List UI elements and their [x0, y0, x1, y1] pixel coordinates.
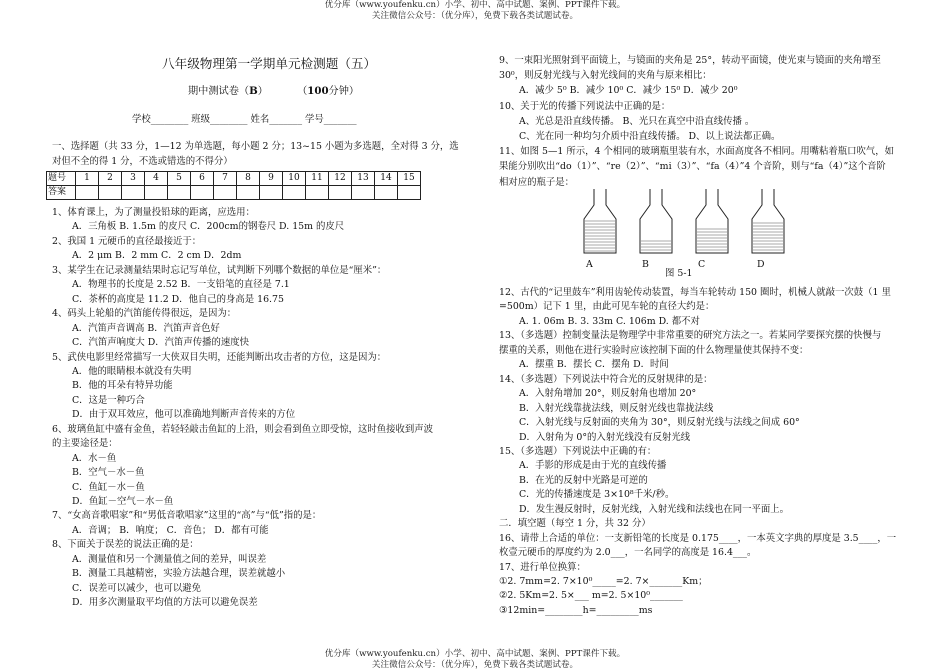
- table-cell: 8: [237, 172, 260, 186]
- bottle-label-c: C: [698, 259, 706, 270]
- table-cell: 10: [283, 172, 306, 186]
- section-1-intro-cont: 对但不全的得 1 分，不选或错选的不得分）: [52, 156, 233, 167]
- answer-cell[interactable]: [306, 186, 329, 200]
- footer-line-2: 关注微信公众号：（优分库），免费下载各类试题试卷。: [371, 660, 579, 670]
- answer-cell[interactable]: [99, 186, 122, 200]
- option-line: A．物理书的长度是 2.52 B．一支铅笔的直径是 7.1: [72, 279, 290, 291]
- question-line: 二．填空题（每空 1 分，共 32 分）: [499, 518, 651, 530]
- option-line: C．鱼缸－水－鱼: [72, 481, 145, 493]
- question-line: 9、一束阳光照射到平面镜上，与镜面的夹角是 25°，转动平面镜，使光束与镜面的夹角增至: [499, 55, 881, 66]
- bottle-label-a: A: [586, 259, 593, 270]
- answer-cell[interactable]: [375, 186, 398, 200]
- bottle-label-d: D: [757, 259, 765, 270]
- question-line: 10、关于光的传播下列说法中正确的是：: [499, 100, 671, 112]
- option-line: A．三角板 B. 1.5m 的皮尺 C．200cm的钢卷尺 D. 15m 的皮尺: [72, 221, 345, 233]
- option-line: C．误差可以减少，也可以避免: [72, 582, 202, 594]
- answer-cell[interactable]: [191, 186, 214, 200]
- question-line: 14、（多选题）下列说法中符合光的反射规律的是：: [499, 373, 713, 385]
- option-line: A．2 μm B．2 mm C．2 cm D．2dm: [72, 250, 242, 262]
- bottle-b: [640, 189, 672, 253]
- table-cell: 5: [168, 172, 191, 186]
- exam-subtitle: 期中测试卷（B） （100分钟）: [188, 85, 360, 97]
- bottle-c: [696, 189, 728, 253]
- student-info-line: 学校________ 班级________ 姓名_______ 学号_______: [132, 114, 357, 125]
- table-cell: 12: [329, 172, 352, 186]
- question-line: ①2. 7mm=2. 7×10⁰_____=2. 7×_______Km；: [499, 576, 708, 587]
- question-line: 11、如图 5—1 所示，4 个相同的玻璃瓶里装有水，水面高度各不相同。用嘴粘着瓶口吹气，如: [499, 146, 895, 158]
- option-line: B．在光的反射中光路是可逆的: [519, 474, 648, 486]
- option-line: A、光总是沿直线传播。 B、光只在真空中沿直线传播 。: [519, 115, 755, 127]
- question-line: 7、“女高音歌唱家”和“男低音歌唱家”这里的“高”与“低”指的是：: [52, 510, 322, 522]
- answer-table: [46, 171, 421, 200]
- option-line: D．鱼缸－空气－水－鱼: [72, 496, 174, 507]
- option-line: A．汽笛声音调高 B．汽笛声音色好: [72, 322, 220, 334]
- option-line: C．汽笛声响度大 D．汽笛声传播的速度快: [72, 337, 250, 349]
- option-line: A．测量值和另一个测量值之间的差异，叫误差: [72, 553, 267, 565]
- table-cell: 4: [145, 172, 168, 186]
- table-cell: 13: [352, 172, 375, 186]
- question-line: 13、（多选题）控制变量法是物理学中非常重要的研究方法之一。若某同学要探究摆的快慢与: [499, 330, 882, 342]
- answer-cell[interactable]: [145, 186, 168, 200]
- option-line: A．摆重 B．摆长 C．摆角 D．时间: [519, 359, 669, 371]
- question-line: 16、请带上合适的单位：一支新铅笔的长度是 0.175____，一本英文字典的厚度是 3.5____，一: [499, 532, 897, 544]
- table-cell: 题号: [47, 172, 76, 186]
- answer-table-header-row: [47, 172, 421, 186]
- page-header: [0, 0, 950, 22]
- answer-cell[interactable]: [76, 186, 99, 200]
- option-line: C、光在同一种均匀介质中沿直线传播。 D、以上说法都正确。: [519, 131, 781, 142]
- option-line: D．发生漫反射时，反射光线，入射光线和法线也在同一平面上。: [519, 503, 790, 515]
- option-line: D．用多次测量取平均值的方法可以避免误差: [72, 597, 258, 609]
- table-cell: 9: [260, 172, 283, 186]
- option-line: B．测量工具越精密，实验方法越合理，误差就越小: [72, 568, 286, 580]
- answer-cell[interactable]: [122, 186, 145, 200]
- option-line: A．音调； B．响度； C．音色； D．都有可能: [72, 524, 269, 536]
- answer-cell[interactable]: [237, 186, 260, 200]
- answer-cell[interactable]: [168, 186, 191, 200]
- table-cell: 14: [375, 172, 398, 186]
- option-line: D．由于双耳效应，他可以准确地判断声音传来的方位: [72, 409, 296, 421]
- table-cell: 2: [99, 172, 122, 186]
- question-line: 枚壹元硬币的厚度约为 2.0___，一名同学的高度是 16.4___。: [499, 547, 757, 559]
- table-cell: 答案: [47, 186, 76, 200]
- option-line: B．空气－水－鱼: [72, 467, 145, 479]
- bottles-figure: [572, 185, 812, 265]
- option-line: A．他的眼睛根本就没有失明: [72, 365, 192, 377]
- bottle-label-b: B: [642, 259, 649, 270]
- header-line-1: 优分库（www.youfenku.cn）小学、初中、高中试题、案例、PPT课件下载。: [324, 0, 626, 10]
- bottle-a: [584, 189, 616, 253]
- question-line: 果能分别吹出“do（1）”、“re（2）”、“mi（3）”、“fa（4）”4 个音阶，则与“fa（4）”这个音阶: [499, 161, 886, 173]
- answer-cell[interactable]: [352, 186, 375, 200]
- table-cell: 1: [76, 172, 99, 186]
- footer-line-1: 优分库（www.youfenku.cn）小学、初中、高中试题、案例、PPT课件下载。: [324, 649, 626, 659]
- question-line: 相对应的瓶子是：: [499, 176, 575, 188]
- table-cell: 7: [214, 172, 237, 186]
- question-line: 30⁰，则反射光线与入射光线间的夹角与原来相比：: [499, 70, 712, 82]
- answer-cell[interactable]: [398, 186, 421, 200]
- question-line: 3、某学生在记录测量结果时忘记写单位，试判断下列哪个数据的单位是“厘米”：: [52, 264, 387, 276]
- option-line: B．他的耳朵有特异功能: [72, 380, 173, 392]
- option-line: B．入射光线靠拢法线，则反射光线也靠拢法线: [519, 402, 714, 414]
- answer-cell[interactable]: [329, 186, 352, 200]
- option-line: A．水－鱼: [72, 452, 117, 464]
- table-cell: 3: [122, 172, 145, 186]
- table-cell: 6: [191, 172, 214, 186]
- option-line: C．光的传播速度是 3×10⁸千米/秒。: [519, 489, 675, 501]
- option-line: D．入射角为 0°的入射光线没有反射光线: [519, 431, 691, 443]
- exam-title: 八年级物理第一学期单元检测题（五）: [162, 56, 377, 71]
- section-1-intro: 一、选择题（共 33 分，1—12 为单选题，每小题 2 分；13~15 小题为多选题，全对得 3 分，选: [52, 141, 459, 152]
- option-line: A．减少 5⁰ B．减少 10⁰ C．减少 15⁰ D．减少 20⁰: [519, 85, 738, 97]
- question-line: 摆重的关系，则他在进行实验时应该控制下面的什么物理量使其保持不变：: [499, 344, 809, 356]
- question-line: 2、我国 1 元硬币的直径最接近于：: [52, 235, 202, 247]
- question-line: 1、体育课上，为了测量投铅球的距离，应选用：: [52, 207, 255, 218]
- answer-cell[interactable]: [283, 186, 306, 200]
- question-line: 17、进行单位换算：: [499, 561, 586, 573]
- question-line: 15、（多选题）下列说法中正确的有：: [499, 445, 657, 457]
- question-line: 8、下面关于误差的说法正确的是：: [52, 539, 199, 551]
- option-line: C．茶杯的高度是 11.2 D．他自己的身高是 16.75: [72, 293, 284, 305]
- option-line: A．入射角增加 20°，则反射角也增加 20°: [519, 388, 697, 400]
- question-line: ②2. 5Km=2. 5×___ m=2. 5×10⁰_______: [499, 590, 683, 602]
- question-line: 的主要途径是：: [52, 438, 118, 450]
- question-line: =500m）记下 1 里，由此可见车轮的直径大约是：: [499, 301, 715, 313]
- option-line: A. 1. 06m B. 3. 33m C. 106m D. 都不对: [519, 315, 700, 327]
- question-line: 4、码头上轮船的汽笛能传得很远，是因为：: [52, 308, 237, 320]
- option-line: C．入射光线与反射面的夹角为 30°，则反射光线与法线之间成 60°: [519, 417, 800, 429]
- option-line: A．手影的形成是由于光的直线传播: [519, 460, 667, 472]
- question-line: ③12min=________h=_________ms: [499, 604, 653, 616]
- figure-caption: 图 5-1: [665, 268, 693, 279]
- header-line-2: 关注微信公众号：（优分库），免费下载各类试题试卷。: [371, 11, 579, 21]
- question-line: 12、古代的“记里鼓车”利用齿轮传动装置，每当车轮转动 150 圈时，机械人就敲一次鼓（1 里: [499, 287, 891, 298]
- question-line: 5、武侠电影里经常描写一大侠双目失明，还能判断出攻击者的方位，这是因为：: [52, 351, 387, 363]
- table-cell: 15: [398, 172, 421, 186]
- answer-cell[interactable]: [214, 186, 237, 200]
- option-line: C．这是一种巧合: [72, 394, 145, 406]
- question-line: 6、玻璃鱼缸中盛有金鱼，若轻轻敲击鱼缸的上沿，则会看到鱼立即受惊，这时鱼接收到声波: [52, 423, 433, 435]
- bottle-d: [752, 189, 784, 253]
- page-footer: [0, 649, 950, 671]
- answer-cell[interactable]: [260, 186, 283, 200]
- answer-table-answer-row: [47, 186, 421, 200]
- table-cell: 11: [306, 172, 329, 186]
